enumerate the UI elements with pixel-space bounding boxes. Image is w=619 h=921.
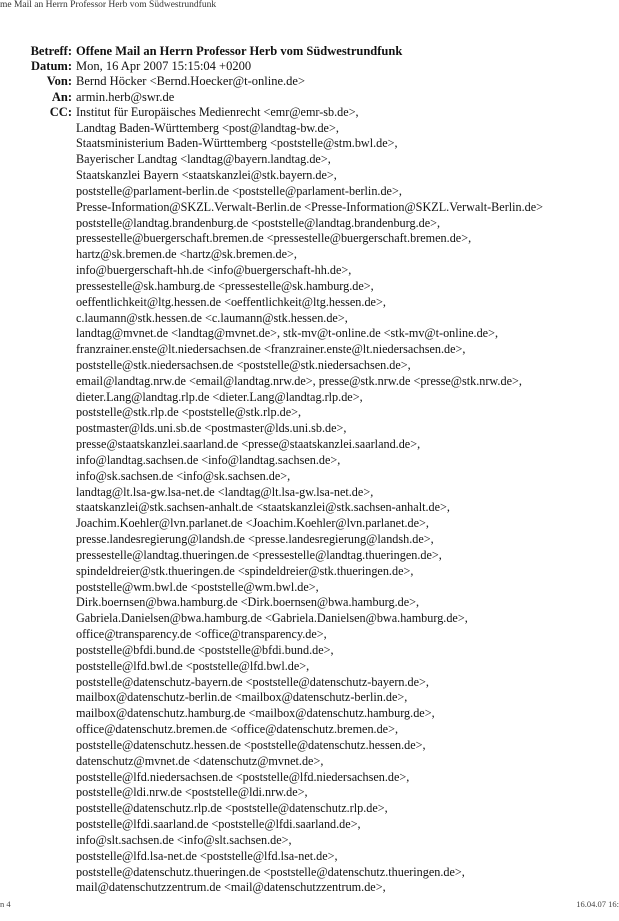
from-value: Bernd Höcker <Bernd.Hoecker@t-online.de> — [76, 74, 306, 89]
cc-recipient[interactable]: office@datenschutz.bremen.de <office@datenschutz.bremen.de>, — [76, 722, 399, 737]
subject-value: Offene Mail an Herrn Professor Herb vom Südwestrundfunk — [76, 44, 403, 58]
cc-recipient[interactable]: Landtag Baden-Württemberg <post@landtag-bw.de>, — [76, 120, 339, 135]
cc-recipient[interactable]: poststelle@stk.niedersachsen.de <poststelle@stk.niedersachsen.de>, — [76, 358, 411, 372]
cc-recipient[interactable]: info@slt.sachsen.de <info@slt.sachsen.de>, — [76, 832, 292, 847]
to-value[interactable]: armin.herb@swr.de — [76, 89, 175, 104]
cc-recipient[interactable]: Institut für Europäisches Medienrecht <emr@emr-sb.de>, — [76, 104, 359, 119]
cc-recipient[interactable]: landtag@mvnet.de <landtag@mvnet.de>, stk-mv@t-online.de <stk-mv@t-online.de>, — [76, 326, 499, 341]
cc-recipient[interactable]: poststelle@lfd.niedersachsen.de <poststelle@lfd.niedersachsen.de>, — [76, 769, 410, 784]
cc-recipient[interactable]: pressestelle@landtag.thueringen.de <pressestelle@landtag.thueringen.de>, — [76, 547, 442, 562]
cc-recipient[interactable]: poststelle@datenschutz-bayern.de <poststelle@datenschutz-bayern.de>, — [76, 674, 429, 689]
cc-recipient[interactable]: pressestelle@buergerschaft.bremen.de <pressestelle@buergerschaft.bremen.de>, — [76, 231, 472, 246]
cc-recipient[interactable]: hartz@sk.bremen.de <hartz@sk.bremen.de>, — [76, 247, 297, 262]
cc-recipient[interactable]: mailbox@datenschutz-berlin.de <mailbox@datenschutz-berlin.de>, — [76, 690, 408, 705]
cc-recipient[interactable]: poststelle@landtag.brandenburg.de <poststelle@landtag.brandenburg.de>, — [76, 215, 441, 230]
cc-recipient[interactable]: Presse-Information@SKZL.Verwalt-Berlin.de <Presse-Information@SKZL.Verwalt-Berlin.de> — [76, 199, 544, 214]
subject-row — [0, 44, 619, 59]
cc-recipient-list — [76, 105, 543, 896]
page-footer-date: 16.04.07 16: — [576, 899, 619, 909]
cc-recipient[interactable]: mailbox@datenschutz.hamburg.de <mailbox@datenschutz.hamburg.de>, — [76, 706, 435, 721]
cc-recipient[interactable]: poststelle@lfd.bwl.de <poststelle@lfd.bwl.de>, — [76, 658, 310, 673]
cc-recipient[interactable]: info@sk.sachsen.de <info@sk.sachsen.de>, — [76, 468, 291, 483]
cc-recipient[interactable]: Joachim.Koehler@lvn.parlanet.de <Joachim.Koehler@lvn.parlanet.de>, — [76, 516, 429, 531]
from-row — [0, 74, 619, 89]
cc-recipient[interactable]: poststelle@lfd.lsa-net.de <poststelle@lfd.lsa-net.de>, — [76, 848, 338, 863]
cc-recipient[interactable]: poststelle@datenschutz.hessen.de <poststelle@datenschutz.hessen.de>, — [76, 737, 426, 752]
cc-recipient[interactable]: pressestelle@sk.hamburg.de <pressestelle@sk.hamburg.de>, — [76, 278, 374, 293]
cc-recipient[interactable]: spindeldreier@stk.thueringen.de <spindeldreier@stk.thueringen.de>, — [76, 563, 414, 578]
cc-recipient[interactable]: Gabriela.Danielsen@bwa.hamburg.de <Gabriela.Danielsen@bwa.hamburg.de>, — [76, 611, 468, 626]
cc-recipient[interactable]: poststelle@wm.bwl.de <poststelle@wm.bwl.de>, — [76, 579, 319, 594]
cc-recipient[interactable]: poststelle@bfdi.bund.de <poststelle@bfdi.bund.de>, — [76, 642, 334, 657]
to-row — [0, 90, 619, 105]
cc-recipient[interactable]: Dirk.boernsen@bwa.hamburg.de <Dirk.boernsen@bwa.hamburg.de>, — [76, 595, 420, 610]
cc-recipient[interactable]: mail@datenschutzzentrum.de <mail@datenschutzzentrum.de>, — [76, 880, 386, 895]
cc-recipient[interactable]: Staatsministerium Baden-Württemberg <poststelle@stm.bwl.de>, — [76, 136, 398, 151]
cc-recipient[interactable]: oeffentlichkeit@ltg.hessen.de <oeffentlichkeit@ltg.hessen.de>, — [76, 294, 386, 309]
cc-recipient[interactable]: postmaster@lds.uni.sb.de <postmaster@lds.uni.sb.de>, — [76, 421, 347, 436]
cc-recipient[interactable]: poststelle@ldi.nrw.de <poststelle@ldi.nrw.de>, — [76, 785, 308, 800]
cc-recipient[interactable]: presse@staatskanzlei.saarland.de <presse@staatskanzlei.saarland.de>, — [76, 437, 421, 452]
cc-recipient[interactable]: c.laumann@stk.hessen.de <c.laumann@stk.hessen.de>, — [76, 310, 348, 325]
cc-recipient[interactable]: staatskanzlei@stk.sachsen-anhalt.de <staatskanzlei@stk.sachsen-anhalt.de>, — [76, 500, 450, 515]
cc-recipient[interactable]: Staatskanzlei Bayern <staatskanzlei@stk.bayern.de>, — [76, 168, 337, 183]
to-label: An: — [51, 89, 72, 104]
cc-recipient[interactable]: poststelle@datenschutz.rlp.de <poststelle@datenschutz.rlp.de>, — [76, 801, 388, 816]
date-label: Datum: — [31, 59, 72, 74]
cc-recipient[interactable]: poststelle@datenschutz.thueringen.de <poststelle@datenschutz.thueringen.de>, — [76, 864, 465, 879]
page-footer-page-number: n 4 — [0, 899, 11, 909]
cc-recipient[interactable]: email@landtag.nrw.de <email@landtag.nrw.de>, presse@stk.nrw.de <presse@stk.nrw.de>, — [76, 373, 522, 388]
date-row — [0, 59, 619, 74]
cc-recipient[interactable]: office@transparency.de <office@transparency.de>, — [76, 627, 327, 642]
cc-label: CC: — [49, 104, 72, 119]
cc-recipient[interactable]: franzrainer.enste@lt.niedersachsen.de <franzrainer.enste@lt.niedersachsen.de>, — [76, 342, 466, 357]
cc-recipient[interactable]: poststelle@parlament-berlin.de <poststelle@parlament-berlin.de>, — [76, 183, 402, 198]
date-value: Mon, 16 Apr 2007 15:15:04 +0200 — [76, 59, 252, 74]
cc-recipient[interactable]: info@landtag.sachsen.de <info@landtag.sachsen.de>, — [76, 452, 341, 467]
cc-recipient[interactable]: landtag@lt.lsa-gw.lsa-net.de <landtag@lt.lsa-gw.lsa-net.de>, — [76, 484, 374, 499]
subject-label: Betreff: — [30, 44, 72, 58]
cc-recipient[interactable]: info@buergerschaft-hh.de <info@buergerschaft-hh.de>, — [76, 263, 352, 278]
cc-recipient[interactable]: Bayerischer Landtag <landtag@bayern.landtag.de>, — [76, 152, 331, 167]
cc-recipient[interactable]: poststelle@lfdi.saarland.de <poststelle@lfdi.saarland.de>, — [76, 817, 361, 832]
email-header — [0, 44, 619, 895]
page-header-title: me Mail an Herrn Professor Herb vom Südwestrundfunk — [0, 0, 217, 10]
cc-recipient[interactable]: poststelle@stk.rlp.de <poststelle@stk.rlp.de>, — [76, 405, 302, 420]
cc-recipient[interactable]: datenschutz@mvnet.de <datenschutz@mvnet.de>, — [76, 753, 324, 768]
from-label: Von: — [46, 74, 72, 89]
cc-recipient[interactable]: dieter.Lang@landtag.rlp.de <dieter.Lang@landtag.rlp.de>, — [76, 389, 363, 404]
cc-recipient[interactable]: presse.landesregierung@landsh.de <presse.landesregierung@landsh.de>, — [76, 532, 434, 547]
